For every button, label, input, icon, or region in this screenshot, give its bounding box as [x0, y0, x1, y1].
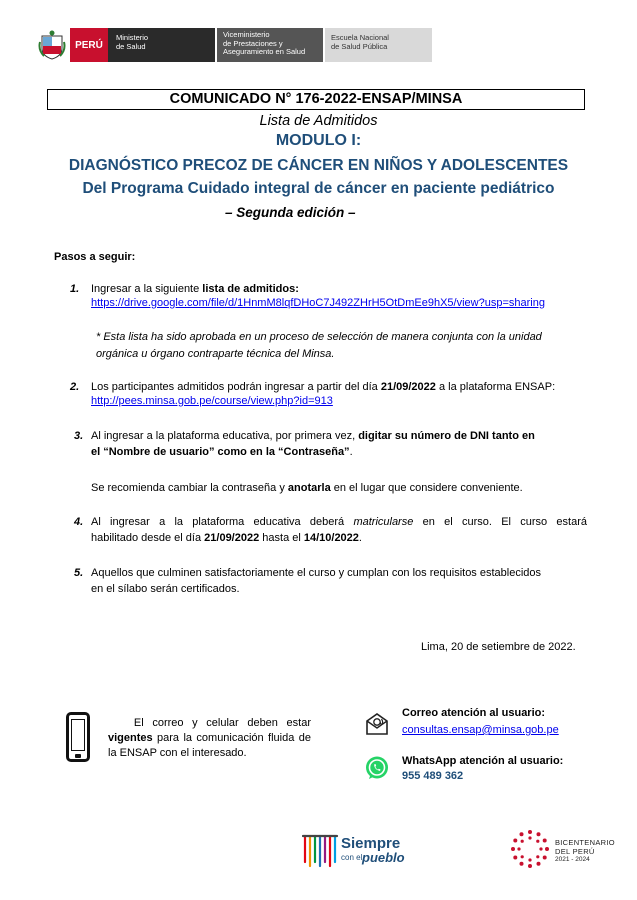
approval-note-line: orgánica u órgano contraparte técnica del Minsa.: [96, 348, 335, 360]
phone-screen: [71, 719, 85, 751]
ministerio-line: de Salud: [116, 41, 146, 51]
del-peru-word: DEL PERÚ: [555, 847, 595, 856]
step-4-text-line2: [91, 530, 362, 546]
step-text: .: [358, 532, 362, 544]
bicentenario-years: 2021 - 2024: [555, 856, 590, 863]
access-date: 21/09/2022: [380, 381, 436, 393]
step-text: habilitado desde el día: [91, 532, 205, 544]
step-3-text: [91, 428, 535, 444]
start-date: 21/09/2022: [204, 532, 260, 544]
con-el-word: con el: [341, 853, 363, 862]
step-italic: matricularse: [353, 516, 414, 528]
step-5-text-line2: en el sílabo serán certificados.: [91, 583, 240, 595]
support-email-link[interactable]: consultas.ensap@minsa.gob.pe: [402, 724, 559, 736]
ministerio-line: Ministerio: [116, 33, 149, 42]
document-subtitle: Lista de Admitidos: [259, 113, 378, 129]
contact-text: El correo y celular deben estar: [133, 717, 312, 729]
step-text: en el lugar que considere conveniente.: [330, 482, 523, 494]
peru-coat-of-arms-icon: [38, 30, 66, 60]
step-bold: digitar su número de DNI tanto en: [358, 430, 535, 442]
bicentenario-emblem-icon: [510, 829, 550, 869]
escuela-line: de Salud Pública: [331, 41, 388, 51]
email-heading: Correo atención al usuario:: [402, 707, 546, 719]
whatsapp-number: 955 489 362: [402, 770, 464, 782]
siempre-con-el-pueblo-logo: [302, 832, 412, 877]
admitted-list-link[interactable]: https://drive.google.com/file/d/1HnmM8lqfDHoC7J492ZHrH5OtDmEe9hX5/view?usp=sharing: [91, 297, 545, 309]
step-text: Los participantes admitidos podrán ingresar a partir del día: [91, 381, 381, 393]
contact-notice: [108, 716, 311, 761]
step-bold: lista de admitidos:: [202, 283, 299, 295]
document-date: Lima, 20 de setiembre de 2022.: [421, 641, 576, 653]
siempre-word: Siempre: [341, 835, 401, 852]
course-title: DIAGNÓSTICO PRECOZ DE CÁNCER EN NIÑOS Y ADOLESCENTES: [68, 157, 569, 174]
program-title: Del Programa Cuidado integral de cáncer en paciente pediátrico: [82, 180, 555, 197]
end-date: 14/10/2022: [303, 532, 359, 544]
ensap-platform-link[interactable]: http://pees.minsa.gob.pe/course/view.php?id=913: [91, 395, 333, 407]
step-text: Al ingresar a la plataforma educativa, por primera vez,: [91, 430, 359, 442]
document-title: COMUNICADO N° 176-2022-ENSAP/MINSA: [47, 89, 585, 110]
bicentenario-logo: [510, 829, 615, 874]
module-heading: MODULO I:: [275, 132, 362, 149]
whatsapp-icon: [364, 755, 390, 781]
step-number: 4.: [74, 516, 84, 528]
step-bold: el “Nombre de usuario” como en la “Contraseña”: [91, 446, 350, 458]
step-number: 1.: [70, 283, 80, 295]
step-2-text: [91, 379, 555, 395]
step-text: Se recomienda cambiar la contraseña y: [91, 482, 288, 494]
step-text: en el curso. El curso estará: [413, 516, 587, 528]
email-at-icon: [364, 711, 390, 737]
edition-label: – Segunda edición –: [225, 205, 356, 220]
step-text: a la plataforma ENSAP:: [435, 381, 556, 393]
viceministerio-line: de Prestaciones y: [223, 38, 283, 48]
escuela-badge: [325, 28, 432, 62]
step-bold: anotarla: [287, 482, 331, 494]
ministerio-badge: [108, 28, 215, 62]
phone-button: [75, 754, 81, 758]
step-3-text-line2: [91, 444, 353, 460]
viceministerio-line: Aseguramiento en Salud: [223, 47, 306, 56]
bicentenario-word: BICENTENARIO: [555, 838, 615, 847]
contact-bold: vigentes: [108, 732, 153, 744]
step-number: 3.: [74, 430, 84, 442]
step-text: .: [349, 446, 353, 458]
viceministerio-line: Viceministerio: [223, 30, 270, 39]
viceministerio-badge: [217, 28, 323, 62]
contact-text: para la comunicación fluida de la ENSAP con el interesado.: [108, 732, 311, 759]
step-text: hasta el: [259, 532, 304, 544]
step-4-text: [91, 514, 587, 530]
whatsapp-heading: WhatsApp atención al usuario:: [402, 755, 564, 767]
approval-note-line: * Esta lista ha sido aprobada en un proceso de selección de manera conjunta con la unidad: [96, 331, 542, 343]
steps-heading: Pasos a seguir:: [54, 251, 136, 263]
step-5-text: Aquellos que culminen satisfactoriamente el curso y cumplan con los requisitos establecidos: [91, 567, 542, 579]
peru-brand-badge: [70, 28, 108, 62]
escuela-line: Escuela Nacional: [331, 33, 389, 42]
step-text: Ingresar a la siguiente: [91, 283, 203, 295]
step-text: Al ingresar a la plataforma educativa deberá: [91, 516, 354, 528]
peru-label: PERÚ: [75, 39, 103, 51]
step-number: 2.: [70, 381, 80, 393]
step-3-recommendation: [91, 480, 523, 496]
pueblo-word: pueblo: [362, 850, 405, 865]
step-number: 5.: [74, 567, 84, 579]
step-1-text: [91, 281, 299, 297]
